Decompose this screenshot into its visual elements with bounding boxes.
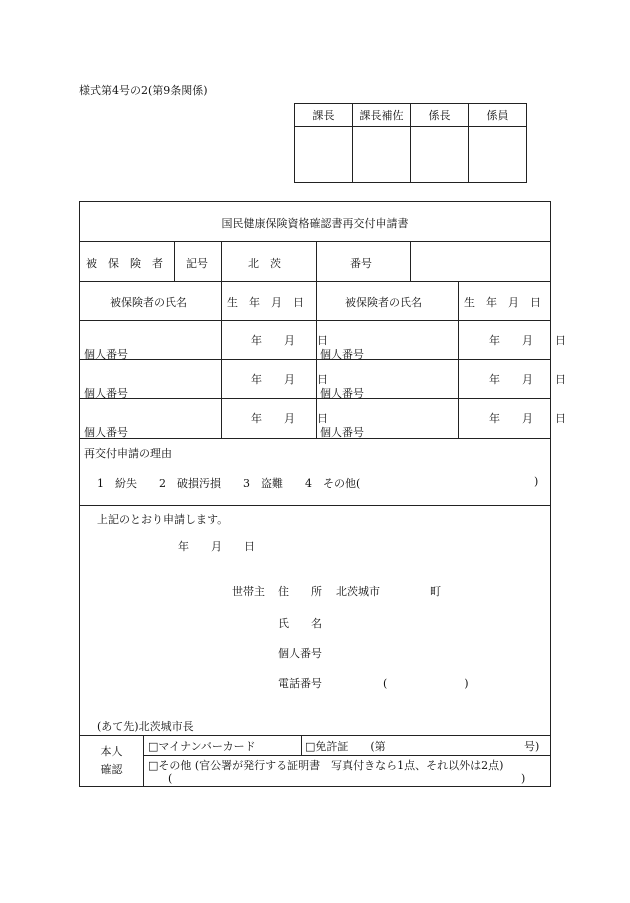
application-statement: 上記のとおり申請します。 xyxy=(97,513,229,526)
addressee: (あて先)北茨城市長 xyxy=(97,720,194,733)
reason-options[interactable]: 1 紛失 2 破損汚損 3 盗難 4 その他( xyxy=(97,477,361,490)
stamp-box-kacho[interactable] xyxy=(295,127,353,183)
col-birth-right: 生 年 月 日 xyxy=(464,296,541,309)
insured-label: 被 保 険 者 xyxy=(86,257,163,270)
my-number-left-2[interactable]: 個人番号 xyxy=(84,387,128,400)
mynumber-label: 個人番号 xyxy=(278,647,322,660)
stamp-box-kakariin[interactable] xyxy=(469,127,527,183)
other-id-paren-close: ) xyxy=(521,772,526,785)
reason-close-paren: ) xyxy=(534,475,539,488)
mynumber-card-checkbox[interactable]: □マイナンバーカード xyxy=(148,740,256,753)
license-number-end: 号) xyxy=(524,740,540,753)
reason-label: 再交付申請の理由 xyxy=(84,447,172,460)
application-form xyxy=(79,201,566,787)
kigo-value[interactable]: 北 茨 xyxy=(248,257,281,270)
stamp-box-kakaricho[interactable] xyxy=(411,127,469,183)
bango-value[interactable] xyxy=(420,255,545,275)
birth-date-left-3[interactable]: 年 月 日 xyxy=(251,412,328,425)
address-city[interactable]: 北茨城市 xyxy=(336,585,380,598)
my-number-right-1[interactable]: 個人番号 xyxy=(320,348,364,361)
my-number-right-2[interactable]: 個人番号 xyxy=(320,387,364,400)
approval-stamp-table xyxy=(294,103,527,183)
col-name-left: 被保険者の氏名 xyxy=(110,296,187,309)
my-number-left-3[interactable]: 個人番号 xyxy=(84,426,128,439)
form-title: 国民健康保険資格確認書再交付申請書 xyxy=(221,217,409,230)
stamp-header-kacho-hosa: 課長補佐 xyxy=(353,104,411,127)
license-checkbox[interactable]: □免許証 (第 xyxy=(305,740,386,753)
birth-date-right-2[interactable]: 年 月 日 xyxy=(489,373,566,386)
birth-date-left-2[interactable]: 年 月 日 xyxy=(251,373,328,386)
verification-label-2: 確認 xyxy=(100,763,123,776)
phone-parens[interactable]: ( ) xyxy=(383,677,469,690)
birth-date-left-1[interactable]: 年 月 日 xyxy=(251,334,328,347)
form-number-header: 様式第4号の2(第9条関係) xyxy=(79,84,208,97)
birth-date-right-1[interactable]: 年 月 日 xyxy=(489,334,566,347)
householder-label: 世帯主 xyxy=(232,585,265,598)
address-town: 町 xyxy=(430,585,441,598)
name-label: 氏 名 xyxy=(278,617,322,630)
application-date[interactable]: 年 月 日 xyxy=(178,540,255,553)
stamp-header-kakariin: 係員 xyxy=(469,104,527,127)
kigo-label: 記号 xyxy=(186,257,208,270)
other-id-checkbox[interactable]: □その他 (官公署が発行する証明書 写真付きなら1点、それ以外は2点) xyxy=(148,759,504,772)
my-number-right-3[interactable]: 個人番号 xyxy=(320,426,364,439)
verification-label-1: 本人 xyxy=(100,745,123,758)
col-birth-left: 生 年 月 日 xyxy=(227,296,304,309)
stamp-header-kakaricho: 係長 xyxy=(411,104,469,127)
col-name-right: 被保険者の氏名 xyxy=(345,296,422,309)
birth-date-right-3[interactable]: 年 月 日 xyxy=(489,412,566,425)
stamp-box-kacho-hosa[interactable] xyxy=(353,127,411,183)
address-label: 住 所 xyxy=(278,585,322,598)
other-id-paren-open: ( xyxy=(168,772,173,785)
phone-label: 電話番号 xyxy=(278,677,322,690)
my-number-left-1[interactable]: 個人番号 xyxy=(84,348,128,361)
bango-label: 番号 xyxy=(350,257,372,270)
stamp-header-kacho: 課長 xyxy=(295,104,353,127)
